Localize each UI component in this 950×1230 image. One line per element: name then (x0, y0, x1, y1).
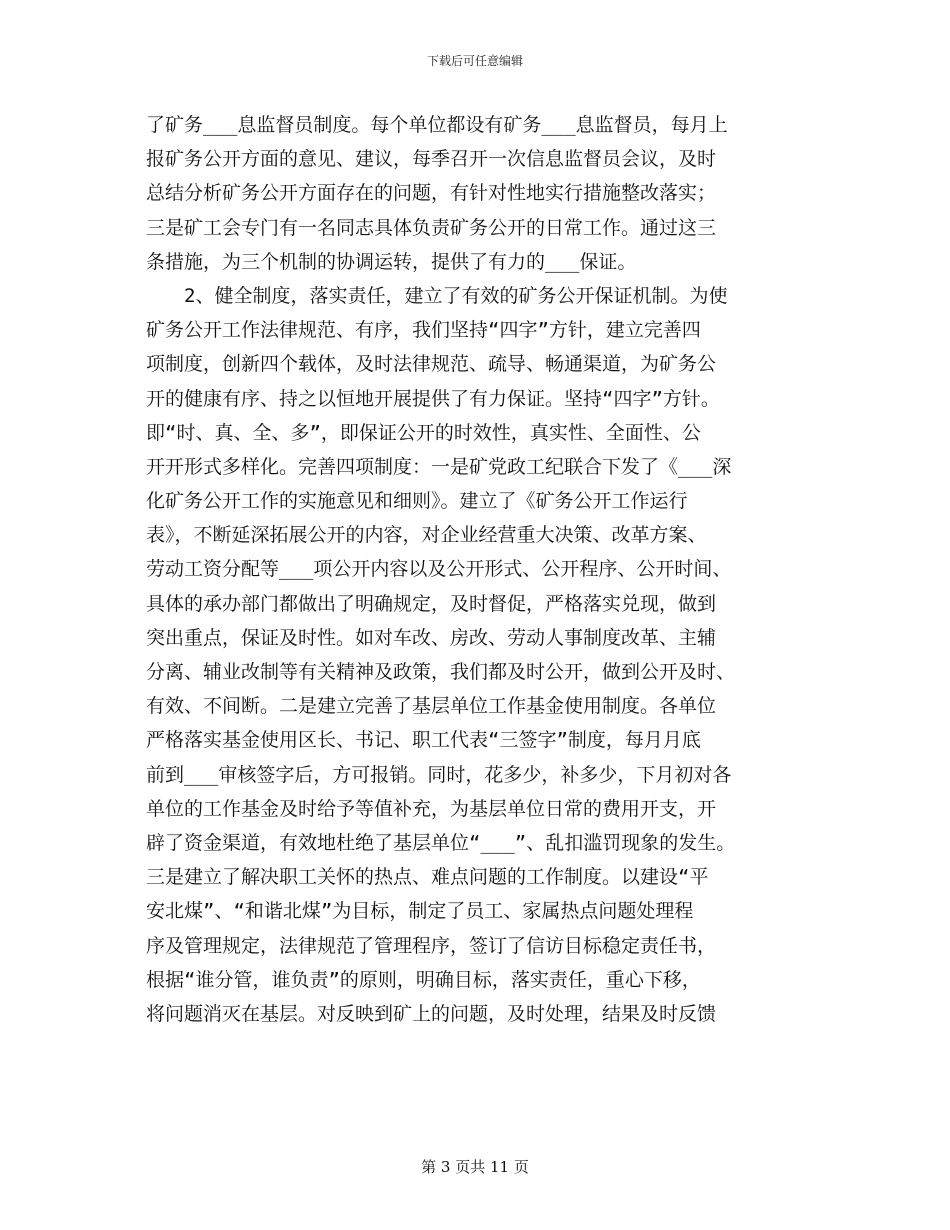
body-line: 将问题消灭在基层。对反映到矿上的问题，及时处理，结果及时反馈 (146, 1002, 717, 1025)
body-line: 分离、辅业改制等有关精神及政策，我们都及时公开，做到公开及时、 (146, 661, 736, 683)
body-line: 表》，不断延深拓展公开的内容，对企业经营重大决策、改革方案、 (146, 524, 707, 547)
body-line: 三是矿工会专门有一名同志具体负责矿务公开的日常工作。通过这三 (146, 216, 717, 239)
body-line: 了矿务___息监督员制度。每个单位都设有矿务___息监督员，每月上 (146, 114, 728, 136)
page-number-footer: 第 3 页共 11 页 (421, 1158, 529, 1176)
body-line: 序及管理规定，法律规范了管理程序，签订了信访目标稳定责任书， (146, 934, 717, 957)
body-line: 突出重点，保证及时性。如对车改、房改、劳动人事制度改革、主辅 (146, 626, 717, 649)
body-line: 开开形式多样化。完善四项制度：一是矿党政工纪联合下发了《___深 (146, 455, 732, 478)
document-body (146, 108, 811, 1031)
body-line: 严格落实基金使用区长、书记、职工代表“三签字”制度，每月月底 (146, 729, 701, 752)
body-line: 化矿务公开工作的实施意见和细则》。建立了《矿务公开工作运行 (146, 490, 688, 513)
body-line: 根据“谁分管，谁负责”的原则，明确目标，落实责任，重心下移， (146, 968, 701, 991)
body-line: 矿务公开工作法律规范、有序，我们坚持“四字”方针，建立完善四 (146, 319, 701, 342)
body-line: 单位的工作基金及时给予等值补充，为基层单位日常的费用开支，开 (146, 797, 717, 820)
body-line: 安北煤”、“和谐北煤”为目标，制定了员工、家属热点问题处理程 (146, 900, 694, 923)
body-line: 具体的承办部门都做出了明确规定，及时督促，严格落实兑现，做到 (146, 592, 717, 615)
page-header: 下载后可任意编辑 (426, 54, 523, 68)
body-line: 三是建立了解决职工关怀的热点、难点问题的工作制度。以建设“平 (146, 866, 709, 889)
paragraph-start-line: 2、健全制度，落实责任，建立了有效的矿务公开保证机制。为使 (184, 284, 728, 307)
body-line: 辟了资金渠道，有效地杜绝了基层单位“___”、乱扣滥罚现象的发生。 (146, 831, 736, 854)
body-line: 项制度，创新四个载体，及时法律规范、疏导、畅通渠道，为矿务公 (146, 353, 717, 376)
body-line: 总结分析矿务公开方面存在的问题，有针对性地实行措施整改落实； (146, 182, 717, 205)
body-line: 劳动工资分配等___项公开内容以及公开形式、公开程序、公开时间、 (146, 558, 732, 581)
body-line: 条措施，为三个机制的协调运转，提供了有力的___保证。 (146, 250, 637, 273)
body-line: 即“时、真、全、多”，即保证公开的时效性，真实性、全面性、公 (146, 421, 701, 444)
body-line: 有效、不间断。二是建立完善了基层单位工作基金使用制度。各单位 (146, 695, 717, 718)
body-line: 开的健康有序、持之以恒地开展提供了有力保证。坚持“四字”方针。 (146, 387, 720, 410)
body-line: 报矿务公开方面的意见、建议，每季召开一次信息监督员会议，及时 (146, 148, 717, 171)
body-line: 前到___审核签字后，方可报销。同时，花多少，补多少，下月初对各 (146, 763, 732, 786)
